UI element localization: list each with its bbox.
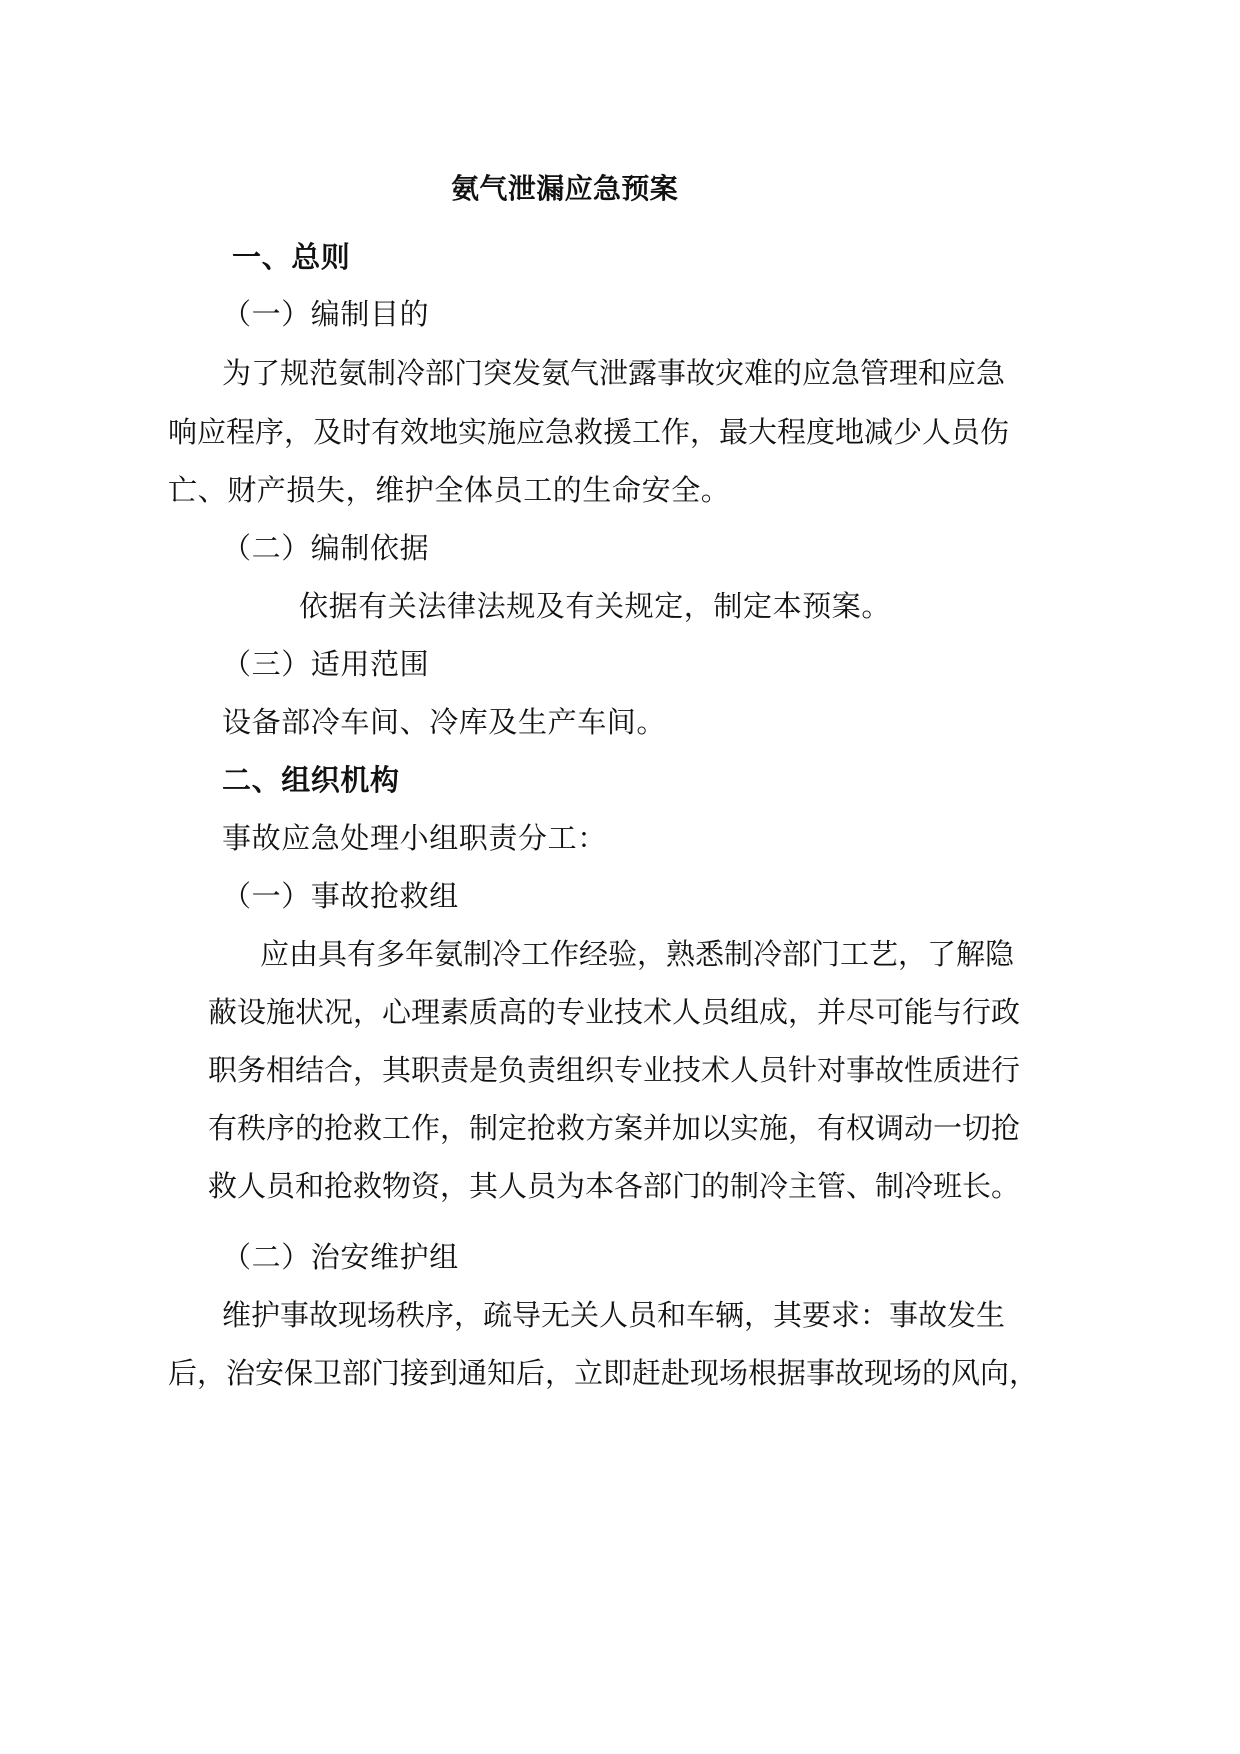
subsection-heading-rescue: （一）事故抢救组 bbox=[222, 879, 459, 913]
basis-text: 依据有关法律法规及有关规定，制定本预案。 bbox=[299, 589, 892, 623]
section-heading-organization: 二、组织机构 bbox=[222, 763, 400, 797]
rescue-line-2: 蔽设施状况，心理素质高的专业技术人员组成，并尽可能与行政 bbox=[208, 995, 1021, 1029]
rescue-line-4: 有秩序的抢救工作，制定抢救方案并加以实施，有权调动一切抢 bbox=[208, 1111, 1021, 1145]
subsection-heading-security: （二）治安维护组 bbox=[222, 1240, 459, 1274]
rescue-line-1: 应由具有多年氨制冷工作经验，熟悉制冷部门工艺，了解隐 bbox=[260, 937, 1015, 971]
section-heading-general: 一、总则 bbox=[232, 240, 351, 274]
purpose-line-3: 亡、财产损失，维护全体员工的生命安全。 bbox=[168, 473, 731, 507]
organization-intro: 事故应急处理小组职责分工： bbox=[222, 821, 607, 855]
security-line-1: 维护事故现场秩序，疏导无关人员和车辆，其要求：事故发生 bbox=[222, 1298, 1006, 1332]
document-title: 氨气泄漏应急预案 bbox=[451, 172, 679, 205]
subsection-heading-purpose: （一）编制目的 bbox=[222, 297, 430, 331]
rescue-line-3: 职务相结合，其职责是负责组织专业技术人员针对事故性质进行 bbox=[208, 1053, 1021, 1087]
subsection-heading-basis: （二）编制依据 bbox=[222, 531, 430, 565]
purpose-line-2: 响应程序，及时有效地实施应急救援工作，最大程度地减少人员伤 bbox=[168, 415, 1010, 449]
scope-text: 设备部冷车间、冷库及生产车间。 bbox=[222, 705, 667, 739]
security-line-2: 后，治安保卫部门接到通知后，立即赶赴现场根据事故现场的风向， bbox=[168, 1356, 1039, 1390]
rescue-line-5: 救人员和抢救物资，其人员为本各部门的制冷主管、制冷班长。 bbox=[208, 1169, 1021, 1203]
purpose-line-1: 为了规范氨制冷部门突发氨气泄露事故灾难的应急管理和应急 bbox=[222, 356, 1006, 390]
subsection-heading-scope: （三）适用范围 bbox=[222, 647, 430, 681]
